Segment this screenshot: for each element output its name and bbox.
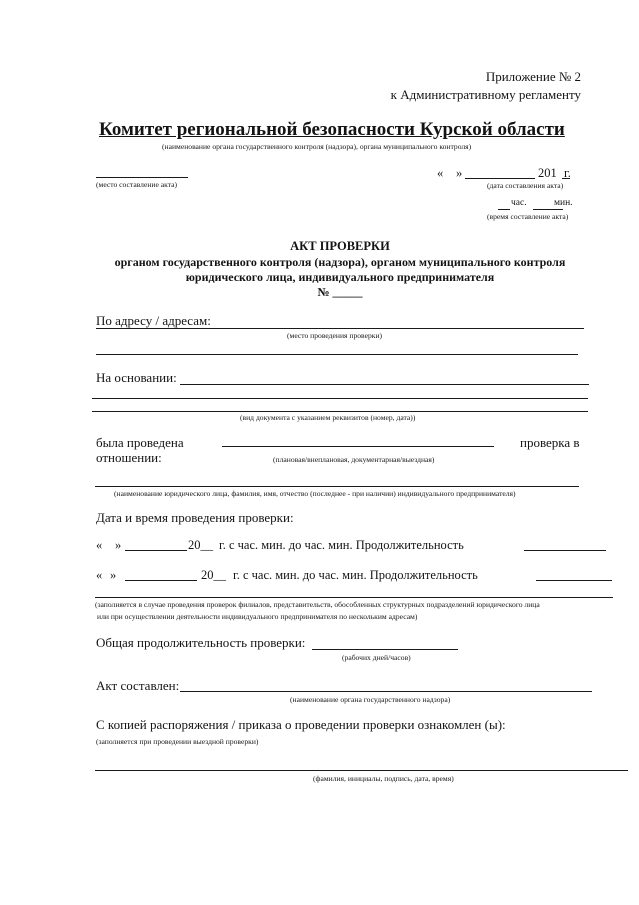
row1-year: 20__ — [188, 538, 213, 552]
duration-caption: (рабочих дней/часов) — [342, 653, 411, 662]
appendix-regulation: к Административному регламенту — [390, 87, 581, 102]
act-subtitle-2: юридического лица, индивидуального предпринимателя — [185, 270, 495, 284]
row2-duration-line — [536, 580, 612, 581]
check-type-caption: (плановая/внеплановая, документарная/выездная) — [273, 455, 435, 464]
appendix-number: Приложение № 2 — [485, 69, 581, 84]
entity-line — [95, 486, 579, 487]
place-line — [96, 177, 188, 178]
basis-line-2 — [92, 398, 588, 399]
basis-line-3 — [92, 411, 588, 412]
compiled-line — [180, 691, 592, 692]
row1-day-line — [125, 550, 187, 551]
branches-line — [95, 597, 613, 598]
row1-duration-line — [524, 550, 606, 551]
conducted-label-2: отношении: — [96, 450, 162, 465]
date-year-prefix: 201 — [538, 166, 557, 180]
address-label: По адресу / адресам: — [96, 313, 211, 328]
signature-line — [95, 770, 628, 771]
place-caption: (место составление акта) — [96, 180, 177, 189]
act-title: АКТ ПРОВЕРКИ — [290, 239, 390, 253]
time-caption: (время составление акта) — [487, 212, 569, 221]
act-number: № _____ — [317, 285, 363, 299]
copy-label: С копией распоряжения / приказа о проведении проверки ознакомлен (ы): — [96, 717, 506, 732]
conducted-right: проверка в — [520, 435, 580, 450]
address-caption: (место проведения проверки) — [287, 331, 383, 340]
signature-caption: (фамилия, инициалы, подпись, дата, время) — [313, 774, 454, 783]
row2-day-line — [125, 580, 197, 581]
branches-note-2: или при осуществлении деятельности индивидуального предпринимателя по нескольким адресам) — [97, 612, 418, 621]
date-caption: (дата составления акта) — [487, 181, 564, 190]
basis-caption: (вид документа с указанием реквизитов (номер, дата)) — [240, 413, 416, 422]
duration-label: Общая продолжительность проверки: — [96, 635, 306, 650]
datetime-label: Дата и время проведения проверки: — [96, 510, 294, 525]
row1-quote-open: « — [96, 538, 103, 552]
compiled-caption: (наименование органа государственного надзора) — [290, 695, 451, 704]
date-year-suffix: г. — [564, 166, 571, 180]
committee-name: Комитет региональной безопасности Курской области — [99, 119, 565, 140]
compiled-label: Акт составлен: — [96, 678, 180, 693]
address-line-2 — [96, 354, 578, 355]
address-line-1 — [96, 328, 584, 329]
branches-note-1: (заполняется в случае проведения проверок филиалов, представительств, обособленных структурных подразделений юридического лица — [95, 600, 540, 609]
check-type-line — [222, 446, 494, 447]
basis-line-1 — [180, 384, 589, 385]
duration-line — [312, 649, 458, 650]
date-quote-close: » — [456, 166, 463, 180]
entity-caption: (наименование юридического лица, фамилия, имя, отчество (последнее - при наличии) индивидуального предпринимателя) — [114, 489, 516, 498]
date-line — [465, 178, 535, 179]
row1-time: г. с час. мин. до час. мин. Продолжительность — [219, 538, 464, 552]
date-quote-open: « — [437, 166, 444, 180]
row2-quote-open: « — [96, 568, 103, 582]
hour-label: час. — [511, 198, 527, 208]
row2-quote-close: » — [110, 568, 117, 582]
hour-line — [498, 209, 510, 210]
basis-label: На основании: — [96, 370, 177, 385]
minute-label: мин. — [554, 198, 573, 208]
row1-quote-close: » — [115, 538, 122, 552]
row2-time: г. с час. мин. до час. мин. Продолжительность — [233, 568, 478, 582]
copy-note: (заполняется при проведении выездной проверки) — [96, 737, 259, 746]
row2-year: 20__ — [201, 568, 226, 582]
committee-caption: (наименование органа государственного контроля (надзора), органа муниципального контроля) — [162, 142, 472, 151]
conducted-label-1: была проведена — [96, 435, 184, 450]
minute-line — [533, 209, 563, 210]
act-subtitle-1: органом государственного контроля (надзора), органом муниципального контроля — [114, 255, 566, 269]
